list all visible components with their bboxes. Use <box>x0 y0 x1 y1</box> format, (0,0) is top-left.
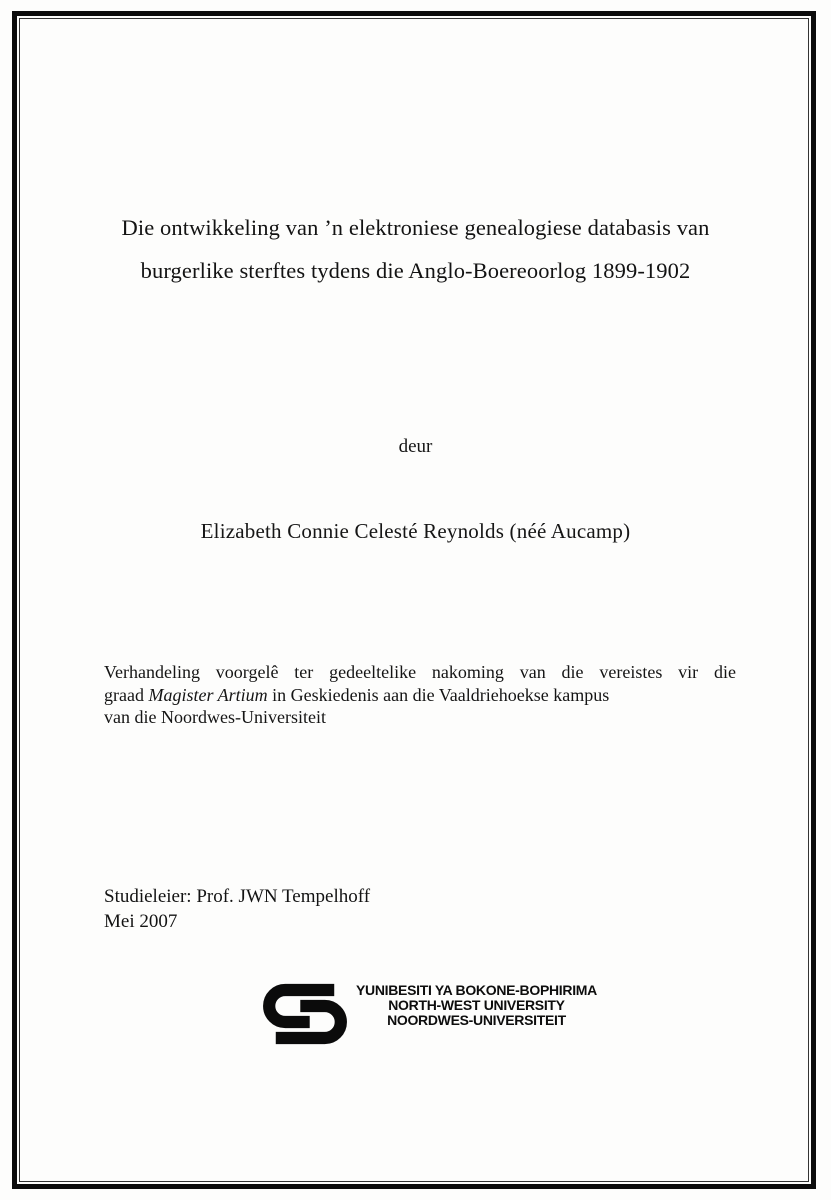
statement-line2-pre: graad <box>104 684 149 705</box>
logo-text-setswana: YUNIBESITI YA BOKONE-BOPHIRIMA <box>356 982 597 998</box>
statement-line2-post: in Geskiedenis aan die Vaaldriehoekse kampus <box>267 684 610 705</box>
nwu-interlocked-links-icon <box>257 981 353 1047</box>
thesis-title-line1: Die ontwikkeling van ’n elektroniese genealogiese databasis van <box>121 215 710 240</box>
date-line: Mei 2007 <box>104 910 178 932</box>
degree-name: Magister Artium <box>148 684 268 705</box>
logo-text-english: NORTH-WEST UNIVERSITY <box>388 996 565 1013</box>
submission-statement-line1: Verhandeling voorgelê ter gedeeltelike nakoming van die vereistes vir die <box>104 662 736 682</box>
author-name: Elizabeth Connie Celesté Reynolds (néé Aucamp) <box>200 519 631 543</box>
logo-text-afrikaans: NOORDWES-UNIVERSITEIT <box>387 1011 566 1028</box>
submission-statement-line3: van die Noordwes-Universiteit <box>104 707 326 727</box>
submission-statement-line2 <box>104 684 736 707</box>
supervisor-block <box>104 885 370 934</box>
submission-statement <box>104 661 736 729</box>
supervisor-line: Studieleier: Prof. JWN Tempelhoff <box>104 886 371 907</box>
byline-label: deur <box>398 436 433 457</box>
thesis-title <box>0 206 831 292</box>
thesis-title-line2: burgerlike sterftes tydens die Anglo-Boereoorlog 1899-1902 <box>140 258 691 283</box>
university-logo-text <box>356 981 597 1027</box>
university-logo <box>257 981 597 1047</box>
